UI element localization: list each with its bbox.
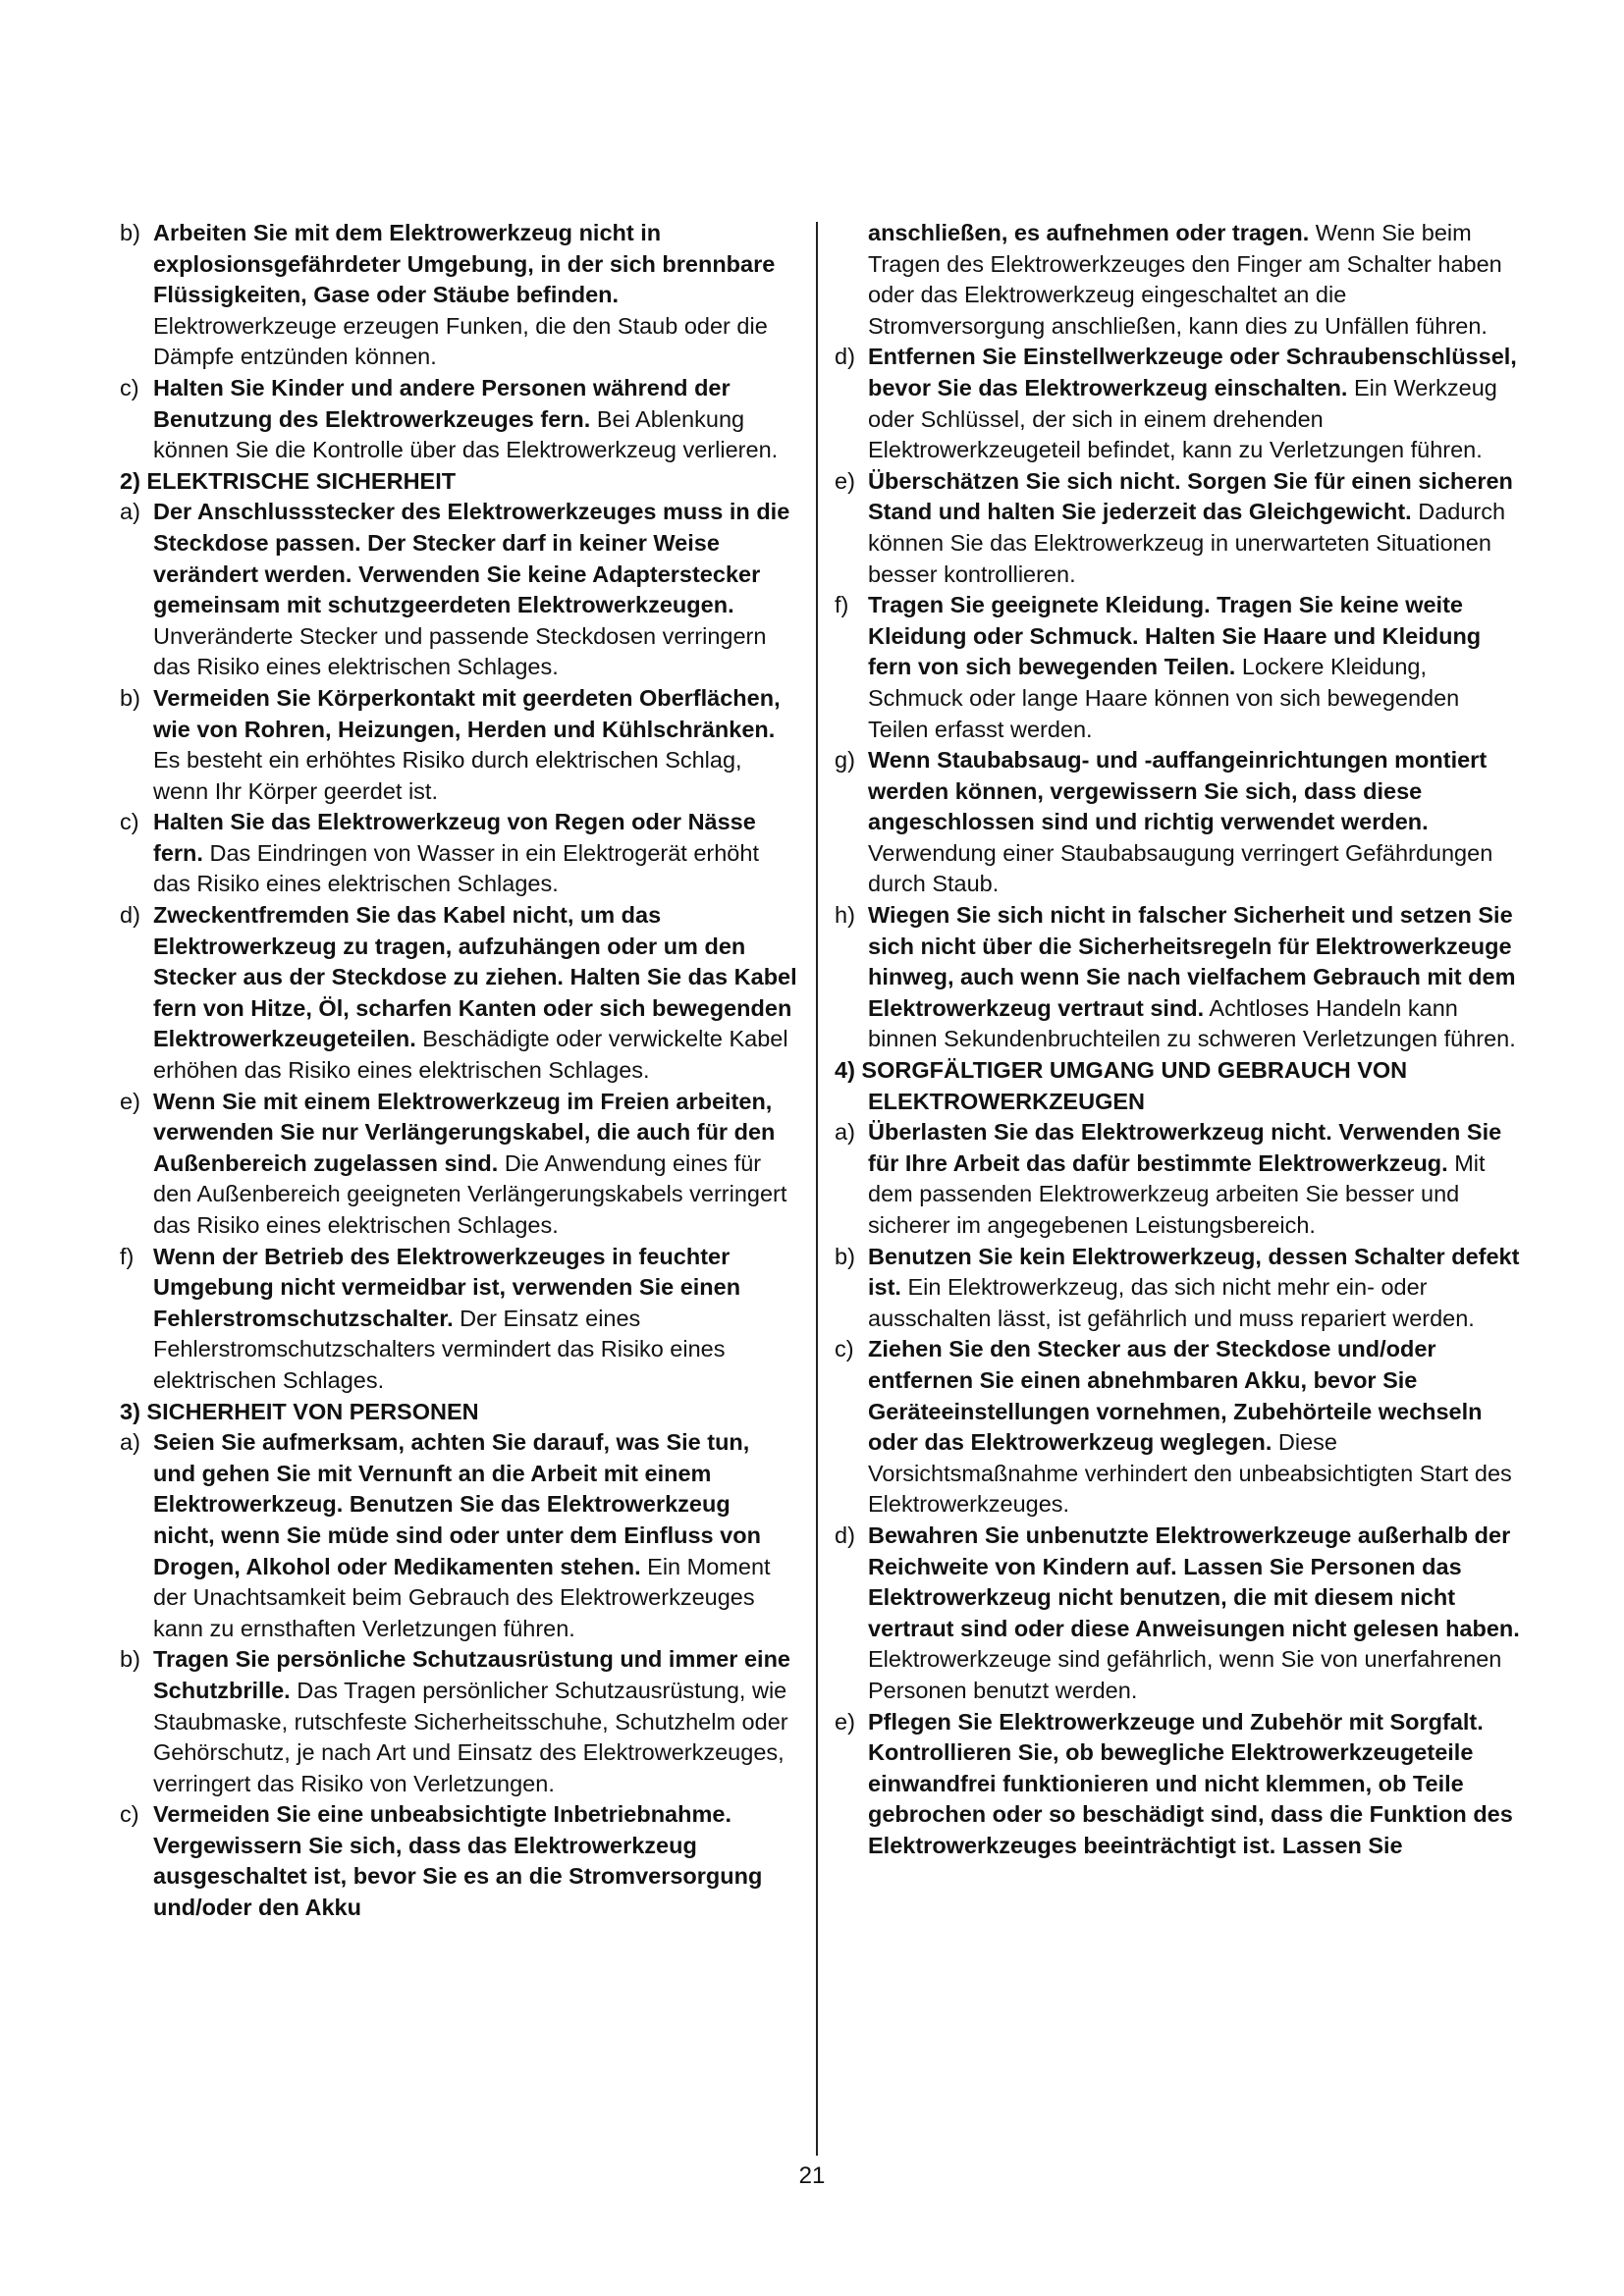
explanation-text: Bei Ablenkung können Sie die Kontrolle über das Elektrowerkzeug verlieren. xyxy=(153,405,779,463)
list-marker: c) xyxy=(120,1801,139,1828)
bold-instruction: Der Anschlussstecker des Elektrowerkzeuges muss in die Steckdose passen. Der Stecker darf in keiner Weise verändert werden. Verwenden Sie keine Adapterstecker gemeinsam mit schutzgeerdeten Elektrowerkzeugen. xyxy=(153,499,790,618)
bold-instruction: Ziehen Sie den Stecker aus der Steckdose und/oder entfernen Sie einen abnehmbaren Akku, bevor Sie Geräteeinstellungen vornehmen, Zubehörteile wechseln oder das Elektrowerkzeug weglegen. xyxy=(868,1336,1483,1456)
bold-instruction: Wenn Sie mit einem Elektrowerkzeug im Freien arbeiten, verwenden Sie nur Verlängerungskabel, die auch für den Außenbereich zugelassen sind. xyxy=(153,1088,776,1176)
list-marker: f) xyxy=(120,1243,135,1269)
list-item xyxy=(835,1707,1522,1862)
explanation-text: Das Tragen persönlicher Schutzausrüstung, wie Staubmaske, rutschfeste Sicherheitsschuhe, Schutzhelm oder Gehörschutz, je nach Art und Einsatz des Elektrowerkzeuges, verringert das Risiko von Verletzungen. xyxy=(153,1677,788,1796)
explanation-text: Elektrowerkzeuge sind gefährlich, wenn Sie von unerfahrenen Personen benutzt werden. xyxy=(868,1646,1502,1703)
list-item xyxy=(835,466,1522,590)
bold-instruction: Vermeiden Sie Körperkontakt mit geerdeten Oberflächen, wie von Rohren, Heizungen, Herden und Kühlschränken. xyxy=(153,684,781,742)
explanation-text: Ein Werkzeug oder Schlüssel, der sich in einem drehenden Elektrowerkzeugeteil befindet, kann zu Verletzungen führen. xyxy=(868,374,1497,463)
list-marker: e) xyxy=(835,467,855,494)
explanation-text: Diese Vorsichtsmaßnahme verhindert den unbeabsichtigten Start des Elektrowerkzeuges. xyxy=(868,1429,1512,1518)
explanation-text: Dadurch können Sie das Elektrowerkzeug in unerwarteten Situationen besser kontrollieren. xyxy=(868,499,1506,587)
bold-instruction: Benutzen Sie kein Elektrowerkzeug, dessen Schalter defekt ist. xyxy=(868,1243,1520,1301)
bold-instruction: Zweckentfremden Sie das Kabel nicht, um das Elektrowerkzeug zu tragen, aufzuhängen oder um den Stecker aus der Steckdose zu ziehen. Halten Sie das Kabel fern von Hitze, Öl, scharfen Kanten oder sich bewegenden Elektrowerkzeugeteilen. xyxy=(153,902,797,1052)
list-marker: a) xyxy=(835,1119,855,1146)
list-item xyxy=(120,1242,797,1397)
list-marker: b) xyxy=(120,220,140,245)
explanation-text: Das Eindringen von Wasser in ein Elektrogerät erhöht das Risiko eines elektrischen Schlages. xyxy=(153,839,759,897)
bold-instruction: Tragen Sie persönliche Schutzausrüstung und immer eine Schutzbrille. xyxy=(153,1646,791,1703)
bold-instruction: Überlasten Sie das Elektrowerkzeug nicht. Verwenden Sie für Ihre Arbeit das dafür bestimmte Elektrowerkzeug. xyxy=(868,1119,1502,1176)
list-item xyxy=(120,373,797,466)
list-item xyxy=(835,745,1522,900)
list-marker: b) xyxy=(120,684,140,711)
bold-instruction: Arbeiten Sie mit dem Elektrowerkzeug nicht in explosionsgefährdeter Umgebung, in der sich brennbare Flüssigkeiten, Gase oder Stäube befinden. xyxy=(153,220,776,308)
explanation-text: Wenn Sie beim Tragen des Elektrowerkzeuges den Finger am Schalter haben oder das Elektrowerkzeug eingeschaltet an die Stromversorgung anschließen, kann dies zu Unfällen führen. xyxy=(868,220,1502,339)
page-number: 21 xyxy=(798,2163,826,2189)
explanation-text: Verwendung einer Staubabsaugung verringert Gefährdungen durch Staub. xyxy=(868,839,1493,897)
list-item xyxy=(835,900,1522,1055)
explanation-text: Ein Elektrowerkzeug, das sich nicht mehr ein- oder ausschalten lässt, ist gefährlich und muss repariert werden. xyxy=(868,1274,1475,1331)
list-marker: e) xyxy=(835,1708,855,1735)
bold-instruction: Halten Sie Kinder und andere Personen während der Benutzung des Elektrowerkzeuges fern. xyxy=(153,374,731,432)
list-item-continued xyxy=(835,218,1522,342)
list-item xyxy=(835,1334,1522,1521)
list-item xyxy=(835,1521,1522,1707)
list-marker: g) xyxy=(835,747,855,774)
right-column xyxy=(835,218,1522,1861)
list-item xyxy=(120,1644,797,1799)
explanation-text: Unveränderte Stecker und passende Steckdosen verringern das Risiko eines elektrischen Schlages. xyxy=(153,622,767,680)
list-item xyxy=(120,807,797,900)
section-heading: 3) SICHERHEIT VON PERSONEN xyxy=(120,1398,479,1424)
bold-instruction: Wiegen Sie sich nicht in falscher Sicherheit und setzen Sie sich nicht über die Sicherheitsregeln für Elektrowerkzeuge hinweg, auch wenn Sie nach vielfachem Gebrauch mit dem Elektrowerkzeug vertraut sind. xyxy=(868,902,1516,1021)
explanation-text: Achtloses Handeln kann binnen Sekundenbruchteilen zu schweren Verletzungen führen. xyxy=(868,994,1516,1052)
bold-instruction: Bewahren Sie unbenutzte Elektrowerkzeuge außerhalb der Reichweite von Kindern auf. Lassen Sie Personen das Elektrowerkzeug nicht benutzen, die mit diesem nicht vertraut sind oder diese Anweisungen nicht gelesen haben. xyxy=(868,1522,1520,1641)
bold-instruction: Wenn der Betrieb des Elektrowerkzeuges in feuchter Umgebung nicht vermeidbar ist, verwenden Sie einen Fehlerstromschutzschalter. xyxy=(153,1243,741,1331)
explanation-text: Die Anwendung eines für den Außenbereich geeigneten Verlängerungskabels verringert das Risiko eines elektrischen Schlages. xyxy=(153,1149,787,1238)
bold-instruction: Vermeiden Sie eine unbeabsichtigte Inbetriebnahme. Vergewissern Sie sich, dass das Elektrowerkzeug ausgeschaltet ist, bevor Sie es an die Stromversorgung und/oder den Akku xyxy=(153,1801,763,1921)
list-marker: e) xyxy=(120,1088,140,1114)
list-marker: d) xyxy=(120,902,140,929)
bold-instruction: Wenn Staubabsaug- und -auffangeinrichtungen montiert werden können, vergewissern Sie sich, dass diese angeschlossen sind und richtig verwendet werden. xyxy=(868,747,1488,835)
list-item xyxy=(120,683,797,807)
list-marker: f) xyxy=(835,592,849,618)
list-item xyxy=(835,1117,1522,1241)
bold-instruction: anschließen, es aufnehmen oder tragen. xyxy=(868,220,1310,245)
list-marker: a) xyxy=(120,1429,140,1456)
explanation-text: Der Einsatz eines Fehlerstromschutzschalters vermindert das Risiko eines elektrischen Schlages. xyxy=(153,1305,726,1393)
list-item xyxy=(835,590,1522,745)
bold-instruction: Pflegen Sie Elektrowerkzeuge und Zubehör mit Sorgfalt. Kontrollieren Sie, ob bewegliche Elektrowerkzeugeteile einwandfrei funktionieren und nicht klemmen, ob Teile gebrochen oder so beschädigt sind, dass die Funktion des Elektrowerkzeuges beeinträchtigt ist. Lassen Sie xyxy=(868,1708,1513,1858)
list-item xyxy=(835,342,1522,465)
column-divider xyxy=(816,222,818,2156)
list-marker: b) xyxy=(120,1646,140,1673)
list-marker: c) xyxy=(835,1336,854,1362)
list-item xyxy=(120,1799,797,1923)
section-heading: 2) ELEKTRISCHE SICHERHEIT xyxy=(120,467,457,494)
bold-instruction: Überschätzen Sie sich nicht. Sorgen Sie für einen sicheren Stand und halten Sie jederzeit das Gleichgewicht. xyxy=(868,467,1513,525)
list-item xyxy=(120,1087,797,1242)
list-marker: a) xyxy=(120,499,140,525)
explanation-text: Lockere Kleidung, Schmuck oder lange Haare können von sich bewegenden Teilen erfasst werden. xyxy=(868,654,1460,742)
list-marker: b) xyxy=(835,1243,855,1269)
list-item xyxy=(835,1242,1522,1335)
list-marker: d) xyxy=(835,344,855,370)
left-column xyxy=(120,218,797,1924)
list-item xyxy=(120,497,797,683)
bold-instruction: Entfernen Sie Einstellwerkzeuge oder Schraubenschlüssel, bevor Sie das Elektrowerkzeug einschalten. xyxy=(868,344,1517,400)
list-item xyxy=(120,1427,797,1644)
list-item xyxy=(120,900,797,1087)
bold-instruction: Seien Sie aufmerksam, achten Sie darauf, was Sie tun, und gehen Sie mit Vernunft an die Arbeit mit einem Elektrowerkzeug. Benutzen Sie das Elektrowerkzeug nicht, wenn Sie müde sind oder unter dem Einfluss von Drogen, Alkohol oder Medikamenten stehen. xyxy=(153,1429,761,1579)
bold-instruction: Tragen Sie geeignete Kleidung. Tragen Sie keine weite Kleidung oder Schmuck. Halten Sie Haare und Kleidung fern von sich bewegenden Teilen. xyxy=(868,592,1482,680)
explanation-text: Es besteht ein erhöhtes Risiko durch elektrischen Schlag, wenn Ihr Körper geerdet ist. xyxy=(153,747,742,804)
bold-instruction: Halten Sie das Elektrowerkzeug von Regen oder Nässe fern. xyxy=(153,809,756,866)
section-heading: ELEKTROWERKZEUGEN xyxy=(868,1088,1145,1114)
list-marker: c) xyxy=(120,809,139,835)
list-marker: c) xyxy=(120,374,139,400)
section-heading: 4) SORGFÄLTIGER UMGANG UND GEBRAUCH VON xyxy=(835,1057,1408,1084)
list-marker: h) xyxy=(835,902,855,929)
explanation-text: Mit dem passenden Elektrowerkzeug arbeiten Sie besser und sicherer im angegebenen Leistungsbereich. xyxy=(868,1149,1486,1238)
explanation-text: Beschädigte oder verwickelte Kabel erhöhen das Risiko eines elektrischen Schlages. xyxy=(153,1026,788,1084)
list-item xyxy=(120,218,797,373)
explanation-text: Elektrowerkzeuge erzeugen Funken, die den Staub oder die Dämpfe entzünden können. xyxy=(153,312,768,370)
list-marker: d) xyxy=(835,1522,855,1548)
explanation-text: Ein Moment der Unachtsamkeit beim Gebrauch des Elektrowerkzeuges kann zu ernsthaften Verletzungen führen. xyxy=(153,1553,771,1641)
